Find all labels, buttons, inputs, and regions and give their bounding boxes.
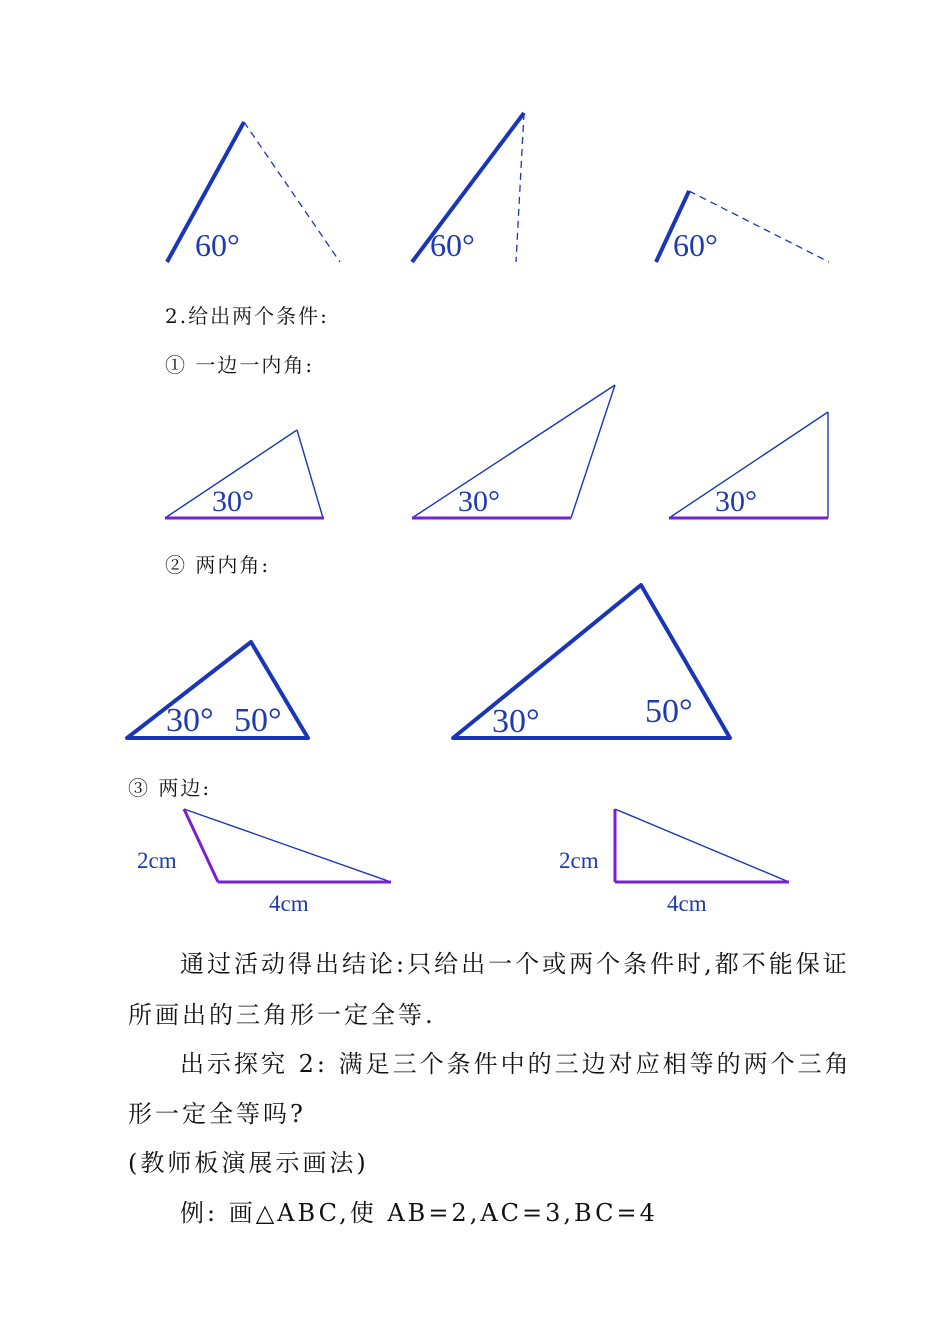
demo-note: (教师板演展示画法) [128, 1149, 369, 1177]
angle-label-50: 50° [645, 693, 693, 730]
figure-side-angle-2 [412, 385, 615, 518]
example-line: 例: 画△ABC,使 AB=2,AC=3,BC=4 [180, 1199, 658, 1227]
figure-side-angle-1 [165, 430, 324, 518]
case3-title: ③ 两边: [128, 776, 212, 800]
heading-two-conditions: 2.给出两个条件: [165, 304, 329, 328]
figure-60-angle-2 [412, 113, 524, 263]
figure-side-angle-3 [669, 412, 828, 518]
case1-title: ① 一边一内角: [165, 353, 315, 377]
figure-60-angle-1 [167, 122, 340, 263]
conclusion-line-1: 通过活动得出结论:只给出一个或两个条件时,都不能保证 [180, 950, 850, 978]
side-length-label: 2cm [137, 848, 177, 873]
base-length-label: 4cm [269, 891, 309, 916]
figure-two-sides-2 [559, 809, 789, 916]
side-length-label: 2cm [559, 848, 599, 873]
angle-label: 30° [458, 485, 500, 518]
figure-two-angles-1 [127, 642, 308, 739]
base-length-label: 4cm [667, 891, 707, 916]
angle-label-30: 30° [492, 703, 540, 740]
figure-two-angles-2 [453, 585, 730, 740]
figure-two-sides-1 [137, 809, 391, 916]
angle-label-50: 50° [234, 702, 282, 739]
angle-label-30: 30° [166, 702, 214, 739]
angle-label: 30° [212, 485, 254, 518]
conclusion-line-2: 所画出的三角形一定全等. [128, 1001, 436, 1029]
inquiry-line-1: 出示探究 2: 满足三个条件中的三边对应相等的两个三角 [180, 1050, 852, 1078]
angle-label: 30° [715, 485, 757, 518]
angle-label: 60° [430, 227, 475, 263]
angle-label: 60° [195, 227, 240, 263]
figure-60-angle-3 [656, 191, 829, 263]
inquiry-line-2: 形一定全等吗? [128, 1100, 306, 1128]
angle-label: 60° [673, 227, 718, 263]
case2-title: ② 两内角: [165, 553, 271, 577]
